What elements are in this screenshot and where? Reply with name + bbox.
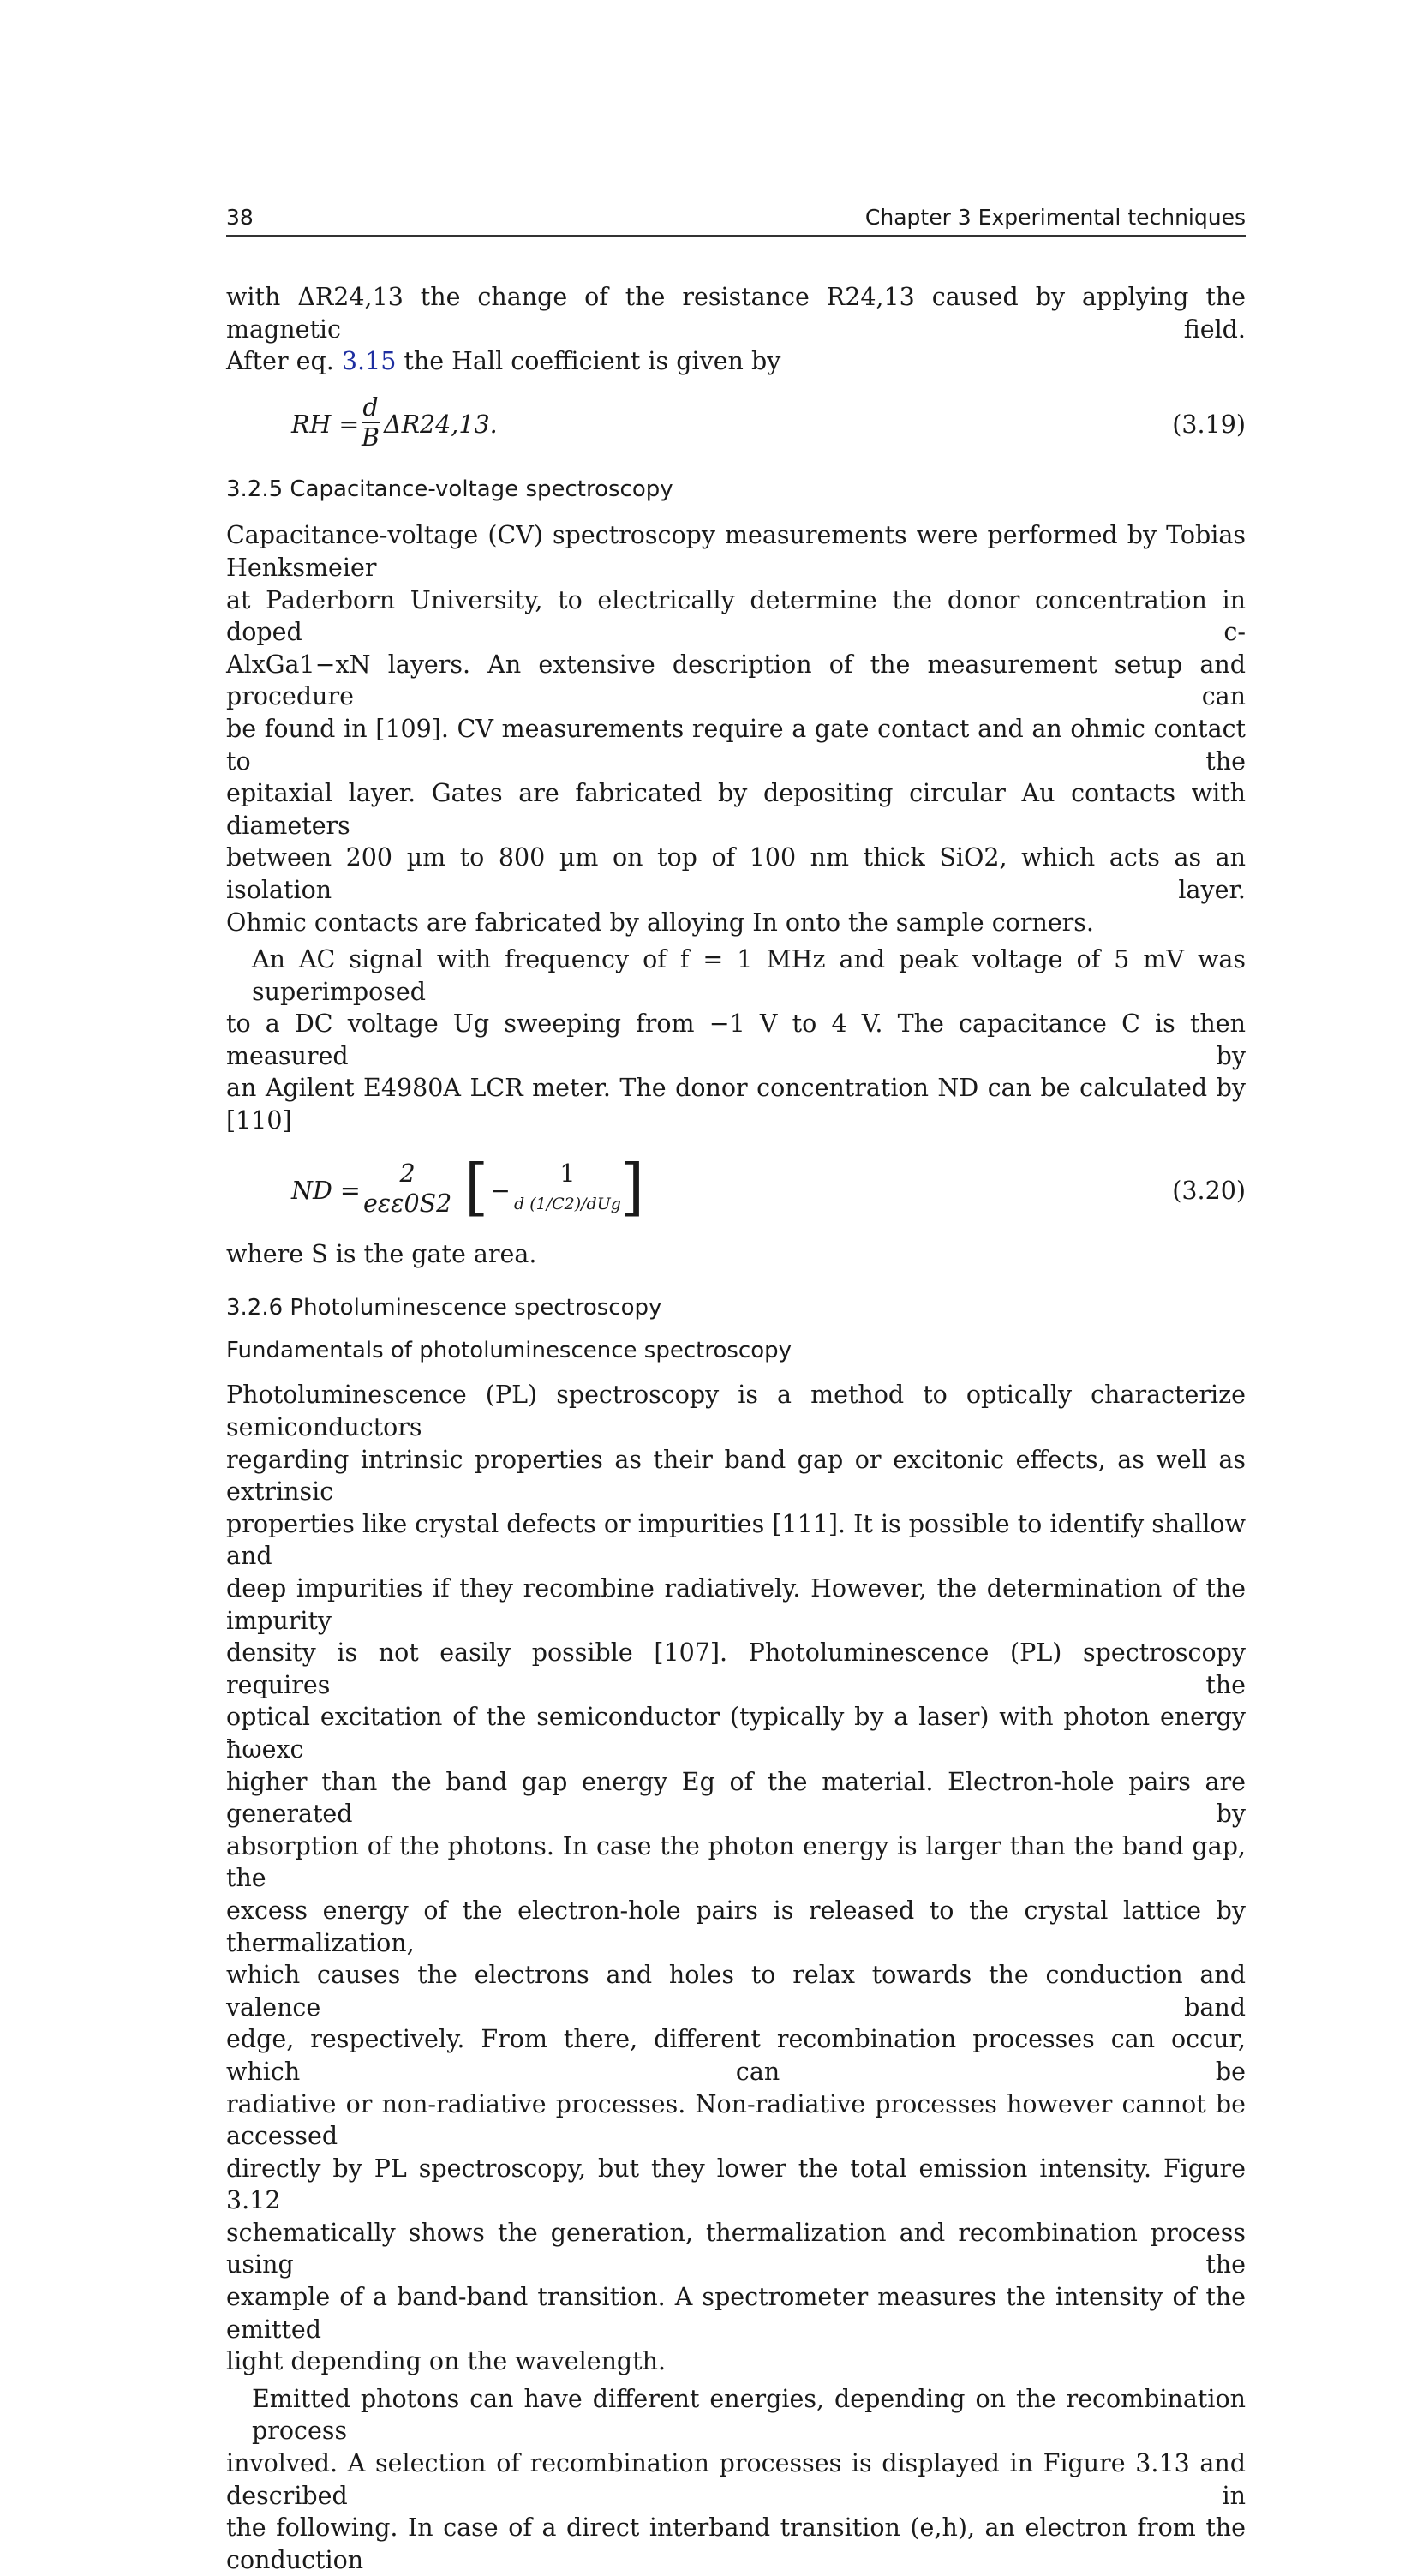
text-line: regarding intrinsic properties as their band gap or excitonic effects, as well as extrinsic — [226, 1445, 1246, 1507]
text-line: between 200 µm to 800 µm on top of 100 nm thick SiO2, which acts as an isolation layer. — [226, 843, 1246, 904]
text-line: with ΔR24,13 the change of the resistance R24,13 caused by applying the magnetic field. — [226, 283, 1246, 344]
text-line: absorption of the photons. In case the photon energy is larger than the band gap, the — [226, 1831, 1246, 1893]
text-line: an Agilent E4980A LCR meter. The donor concentration ND can be calculated by [110] — [226, 1074, 1246, 1135]
text-line: excess energy of the electron-hole pairs is released to the crystal lattice by thermalization, — [226, 1896, 1246, 1957]
page-body — [226, 281, 1246, 2576]
text-line: at Paderborn University, to electrically determine the donor concentration in doped c- — [226, 585, 1246, 647]
text-line: to a DC voltage Ug sweeping from −1 V to 4 V. The capacitance C is then measured by — [226, 1009, 1246, 1070]
text-line: deep impurities if they recombine radiatively. However, the determination of the impurity — [226, 1574, 1246, 1635]
equation-reference-link[interactable]: 3.15 — [341, 347, 397, 376]
text-line: involved. A selection of recombination processes is displayed in Figure 3.13 and described in — [226, 2449, 1246, 2510]
equation-number: (3.19) — [1172, 410, 1246, 439]
text-line: An AC signal with frequency of f = 1 MHz and peak voltage of 5 mV was superimposed — [252, 945, 1246, 1006]
text-line: radiative or non-radiative processes. Non-radiative processes however cannot be accessed — [226, 2089, 1246, 2151]
inner-fraction: 1 d (1/C2)/dUg — [514, 1159, 621, 1219]
equation-3-19 — [226, 388, 1246, 462]
paragraph — [226, 519, 1246, 938]
text-line: optical excitation of the semiconductor (typically by a laser) with photon energy ħωexc — [226, 1703, 1246, 1764]
section-heading: 3.2.5 Capacitance-voltage spectroscopy — [226, 476, 673, 502]
paragraph — [226, 944, 1246, 1137]
text-line: Emitted photons can have different energies, depending on the recombination process — [252, 2384, 1246, 2446]
text-line: which causes the electrons and holes to relax towards the conduction and valence band — [226, 1961, 1246, 2022]
equation-number: (3.20) — [1172, 1176, 1246, 1205]
text-line: epitaxial layer. Gates are fabricated by depositing circular Au contacts with diameters — [226, 779, 1246, 840]
text-line: density is not easily possible [107]. Photoluminescence (PL) spectroscopy requires the — [226, 1638, 1246, 1699]
text-line: AlxGa1−xN layers. An extensive description of the measurement setup and procedure can — [226, 650, 1246, 711]
equation-fraction: $\frac{d}{B}$ — [362, 392, 380, 452]
text-line: higher than the band gap energy Eg of the material. Electron-hole pairs are generated by — [226, 1767, 1246, 1829]
text-line: properties like crystal defects or impurities [111]. It is possible to identify shallow and — [226, 1509, 1246, 1571]
text-line: where S is the gate area. — [226, 1239, 537, 1268]
text-line: Ohmic contacts are fabricated by alloying In onto the sample corners. — [226, 908, 1094, 937]
paragraph — [226, 1379, 1246, 2377]
text-line: After eq. 3.15 the Hall coefficient is given by — [226, 347, 781, 376]
text-line: Photoluminescence (PL) spectroscopy is a method to optically characterize semiconductors — [226, 1381, 1246, 1442]
equation-3-20 — [226, 1149, 1246, 1235]
text-line: example of a band-band transition. A spectrometer measures the intensity of the emitted — [226, 2283, 1246, 2344]
text-line: directly by PL spectroscopy, but they lower the total emission intensity. Figure 3.12 — [226, 2154, 1246, 2215]
text-line: edge, respectively. From there, different recombination processes can occur, which can be — [226, 2025, 1246, 2086]
text-line: the following. In case of a direct interband transition (e,h), an electron from the conduction — [226, 2513, 1246, 2574]
subsection-heading: Fundamentals of photoluminescence spectroscopy — [226, 1337, 792, 1363]
equation-fraction: 2 eεε0S2 — [363, 1159, 452, 1218]
chapter-title: Chapter 3 Experimental techniques — [864, 205, 1246, 230]
text-line: Capacitance-voltage (CV) spectroscopy measurements were performed by Tobias Henksmeier — [226, 521, 1246, 582]
right-bracket: ] — [620, 1150, 645, 1223]
equation-rhs: ΔR24,13. — [384, 410, 498, 439]
equation-lhs: RH = — [291, 410, 360, 439]
text-line: be found in [109]. CV measurements require a gate contact and an ohmic contact to the — [226, 714, 1246, 776]
equation-lhs: ND = — [291, 1176, 361, 1205]
text-line: schematically shows the generation, thermalization and recombination process using the — [226, 2218, 1246, 2279]
section-heading: 3.2.6 Photoluminescence spectroscopy — [226, 1295, 662, 1321]
paragraph — [226, 1238, 1246, 1271]
page-number: 38 — [226, 205, 254, 230]
intro-paragraph — [226, 281, 1246, 378]
text-line: light depending on the wavelength. — [226, 2347, 667, 2376]
left-bracket: [ — [464, 1150, 489, 1223]
minus-sign: − — [490, 1176, 511, 1205]
paragraph — [226, 2383, 1246, 2576]
running-header — [226, 202, 1246, 237]
